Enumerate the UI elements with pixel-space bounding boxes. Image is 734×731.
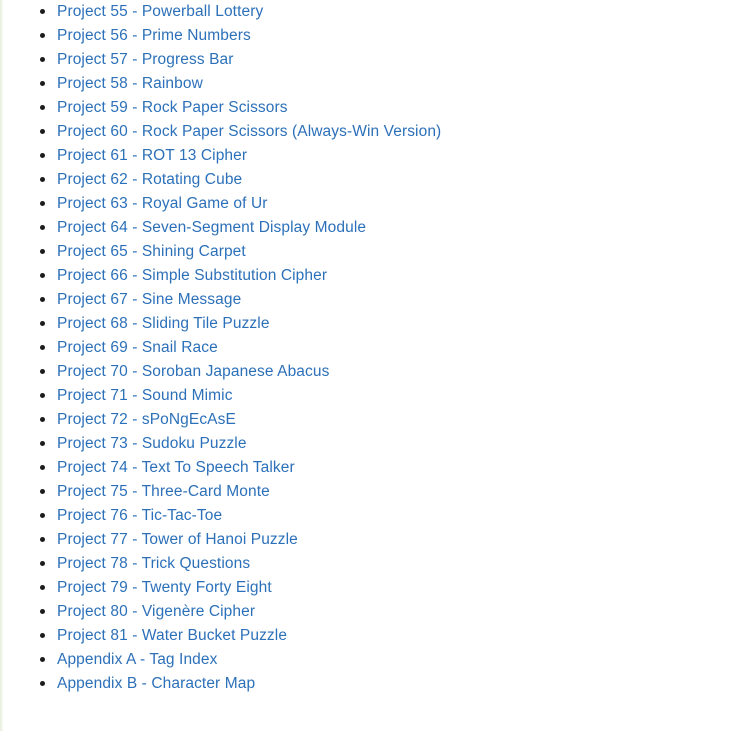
bullet-icon — [40, 153, 45, 158]
toc-list-item — [0, 192, 734, 216]
bullet-icon — [40, 561, 45, 566]
bullet-icon — [40, 609, 45, 614]
toc-link[interactable]: Appendix B - Character Map — [57, 675, 256, 692]
toc-list-item — [0, 624, 734, 648]
bullet-icon — [40, 585, 45, 590]
bullet-icon — [40, 417, 45, 422]
bullet-icon — [40, 441, 45, 446]
toc-list-item — [0, 552, 734, 576]
toc-list-item — [0, 24, 734, 48]
toc-list-item — [0, 240, 734, 264]
bullet-icon — [40, 57, 45, 62]
bullet-icon — [40, 81, 45, 86]
toc-link[interactable]: Appendix A - Tag Index — [57, 651, 218, 668]
toc-list-item — [0, 144, 734, 168]
toc-link[interactable]: Project 75 - Three-Card Monte — [57, 483, 270, 500]
bullet-icon — [40, 105, 45, 110]
bullet-icon — [40, 369, 45, 374]
toc-list-item — [0, 648, 734, 672]
toc-link[interactable]: Project 71 - Sound Mimic — [57, 387, 233, 404]
bullet-icon — [40, 633, 45, 638]
toc-list-item — [0, 528, 734, 552]
toc-list-item — [0, 384, 734, 408]
bullet-icon — [40, 465, 45, 470]
bullet-icon — [40, 201, 45, 206]
toc-list-item — [0, 168, 734, 192]
toc-link[interactable]: Project 79 - Twenty Forty Eight — [57, 579, 272, 596]
toc-list-item — [0, 504, 734, 528]
toc-link[interactable]: Project 66 - Simple Substitution Cipher — [57, 267, 328, 284]
toc-list-item — [0, 288, 734, 312]
toc-link[interactable]: Project 58 - Rainbow — [57, 75, 203, 92]
toc-link[interactable]: Project 74 - Text To Speech Talker — [57, 459, 295, 476]
toc-link[interactable]: Project 61 - ROT 13 Cipher — [57, 147, 248, 164]
toc-link[interactable]: Project 64 - Seven-Segment Display Module — [57, 219, 367, 236]
toc-list-item — [0, 48, 734, 72]
toc-link[interactable]: Project 77 - Tower of Hanoi Puzzle — [57, 531, 298, 548]
toc-link[interactable]: Project 80 - Vigenère Cipher — [57, 603, 256, 620]
toc-link[interactable]: Project 60 - Rock Paper Scissors (Always-Win Version) — [57, 123, 442, 140]
toc-list-item — [0, 216, 734, 240]
bullet-icon — [40, 177, 45, 182]
toc-list-item — [0, 96, 734, 120]
bullet-icon — [40, 393, 45, 398]
toc-link[interactable]: Project 62 - Rotating Cube — [57, 171, 243, 188]
bullet-icon — [40, 657, 45, 662]
toc-list-item — [0, 672, 734, 696]
toc-link[interactable]: Project 56 - Prime Numbers — [57, 27, 251, 44]
toc-link[interactable]: Project 70 - Soroban Japanese Abacus — [57, 363, 330, 380]
toc-list-item — [0, 120, 734, 144]
toc-list-item — [0, 600, 734, 624]
toc-list-item — [0, 576, 734, 600]
toc-list-item — [0, 336, 734, 360]
toc-link[interactable]: Project 67 - Sine Message — [57, 291, 242, 308]
toc-list-item — [0, 312, 734, 336]
bullet-icon — [40, 9, 45, 14]
bullet-icon — [40, 297, 45, 302]
bullet-icon — [40, 225, 45, 230]
toc-link[interactable]: Project 68 - Sliding Tile Puzzle — [57, 315, 270, 332]
toc-list-item — [0, 456, 734, 480]
toc-list-item — [0, 408, 734, 432]
toc-link[interactable]: Project 76 - Tic-Tac-Toe — [57, 507, 223, 524]
toc-link[interactable]: Project 72 - sPoNgEcAsE — [57, 411, 236, 428]
bullet-icon — [40, 321, 45, 326]
toc-link[interactable]: Project 81 - Water Bucket Puzzle — [57, 627, 288, 644]
toc-list-item — [0, 480, 734, 504]
bullet-icon — [40, 537, 45, 542]
toc-link[interactable]: Project 65 - Shining Carpet — [57, 243, 246, 260]
bullet-icon — [40, 273, 45, 278]
toc-list-item — [0, 432, 734, 456]
bullet-icon — [40, 513, 45, 518]
bullet-icon — [40, 129, 45, 134]
toc-link[interactable]: Project 59 - Rock Paper Scissors — [57, 99, 288, 116]
bullet-icon — [40, 249, 45, 254]
toc-list-item — [0, 0, 734, 24]
toc-link[interactable]: Project 69 - Snail Race — [57, 339, 218, 356]
toc-list-item — [0, 72, 734, 96]
toc-link[interactable]: Project 78 - Trick Questions — [57, 555, 251, 572]
bullet-icon — [40, 489, 45, 494]
bullet-icon — [40, 345, 45, 350]
toc-link[interactable]: Project 55 - Powerball Lottery — [57, 3, 264, 20]
toc-link[interactable]: Project 73 - Sudoku Puzzle — [57, 435, 247, 452]
bullet-icon — [40, 681, 45, 686]
toc-link[interactable]: Project 57 - Progress Bar — [57, 51, 234, 68]
bullet-icon — [40, 33, 45, 38]
toc-list-item — [0, 264, 734, 288]
toc-list-item — [0, 360, 734, 384]
toc-link[interactable]: Project 63 - Royal Game of Ur — [57, 195, 268, 212]
